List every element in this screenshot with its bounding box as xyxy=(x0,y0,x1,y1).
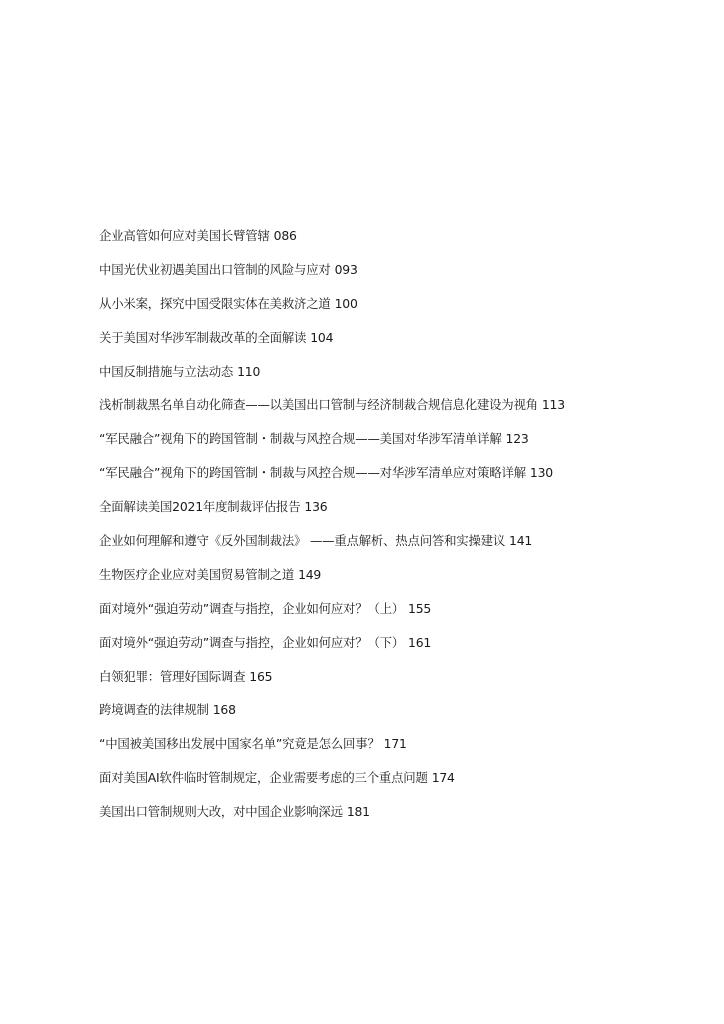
toc-entry-title: 关于美国对华涉军制裁改革的全面解读 xyxy=(99,329,307,345)
toc-entry-title: 面对美国AI软件临时管制规定，企业需要考虑的三个重点问题 xyxy=(99,770,428,786)
toc-entry-page: 141 xyxy=(509,533,533,549)
toc-entry-title: 生物医疗企业应对美国贸易管制之道 xyxy=(99,566,295,582)
toc-entry-title: 企业如何理解和遵守《反外国制裁法》 ——重点解析、热点问答和实操建议 xyxy=(99,533,506,549)
toc-entry-page: 171 xyxy=(383,736,407,752)
toc-entry[interactable] xyxy=(99,261,699,295)
toc-entry[interactable] xyxy=(99,363,699,397)
toc-entry[interactable] xyxy=(99,600,699,634)
toc-entry-page: 110 xyxy=(237,363,261,379)
table-of-contents xyxy=(99,227,699,837)
toc-entry-page: 181 xyxy=(346,804,370,820)
toc-entry-page: 155 xyxy=(408,600,432,616)
toc-entry-page: 104 xyxy=(310,329,334,345)
toc-entry[interactable] xyxy=(99,396,699,430)
toc-entry[interactable] xyxy=(99,634,699,668)
toc-entry-title: 企业高管如何应对美国长臂管辖 xyxy=(99,228,270,243)
toc-entry-page: 093 xyxy=(334,261,358,277)
toc-entry[interactable] xyxy=(99,464,699,498)
toc-entry-title: 美国出口管制规则大改，对中国企业影响深远 xyxy=(99,804,343,820)
toc-entry[interactable] xyxy=(99,295,699,329)
toc-entry-page: 161 xyxy=(408,634,432,650)
toc-entry-page: 130 xyxy=(529,465,553,481)
toc-entry[interactable] xyxy=(99,566,699,600)
toc-entry-title: “军民融合”视角下的跨国管制・制裁与风控合规——美国对华涉军清单详解 xyxy=(99,431,502,447)
toc-entry[interactable] xyxy=(99,329,699,363)
toc-entry-title: 从小米案，探究中国受限实体在美救济之道 xyxy=(99,295,331,311)
toc-entry-page: 165 xyxy=(249,668,273,684)
toc-entry-page: 149 xyxy=(298,566,322,582)
toc-entry-page: 113 xyxy=(541,397,565,413)
toc-entry[interactable] xyxy=(99,668,699,702)
toc-entry-title: “军民融合”视角下的跨国管制・制裁与风控合规——对华涉军清单应对策略详解 xyxy=(99,465,526,481)
toc-entry-title: 白领犯罪：管理好国际调查 xyxy=(99,668,246,684)
toc-entry-title: 面对境外“强迫劳动”调查与指控，企业如何应对？（上） xyxy=(99,600,405,616)
toc-entry-page: 136 xyxy=(304,499,328,515)
toc-entry-page: 174 xyxy=(431,770,455,786)
toc-entry[interactable] xyxy=(99,430,699,464)
toc-entry-title: 全面解读美国2021年度制裁评估报告 xyxy=(99,499,301,515)
toc-entry[interactable] xyxy=(99,498,699,532)
toc-entry[interactable] xyxy=(99,227,699,261)
toc-entry-title: 跨境调查的法律规制 xyxy=(99,702,209,718)
toc-entry-page: 100 xyxy=(334,295,358,311)
toc-entry[interactable] xyxy=(99,769,699,803)
toc-entry-title: 中国反制措施与立法动态 xyxy=(99,363,234,379)
toc-entry[interactable] xyxy=(99,803,699,837)
toc-entry-page: 086 xyxy=(273,228,297,243)
toc-entry[interactable] xyxy=(99,735,699,769)
toc-entry-title: “中国被美国移出发展中国家名单”究竟是怎么回事？ xyxy=(99,736,380,752)
toc-entry-title: 面对境外“强迫劳动”调查与指控，企业如何应对？（下） xyxy=(99,634,405,650)
toc-entry-page: 123 xyxy=(505,431,529,447)
toc-entry[interactable] xyxy=(99,701,699,735)
toc-entry-page: 168 xyxy=(212,702,236,718)
toc-entry[interactable] xyxy=(99,532,699,566)
toc-entry-title: 中国光伏业初遇美国出口管制的风险与应对 xyxy=(99,261,331,277)
toc-entry-title: 浅析制裁黑名单自动化筛查——以美国出口管制与经济制裁合规信息化建设为视角 xyxy=(99,397,538,413)
